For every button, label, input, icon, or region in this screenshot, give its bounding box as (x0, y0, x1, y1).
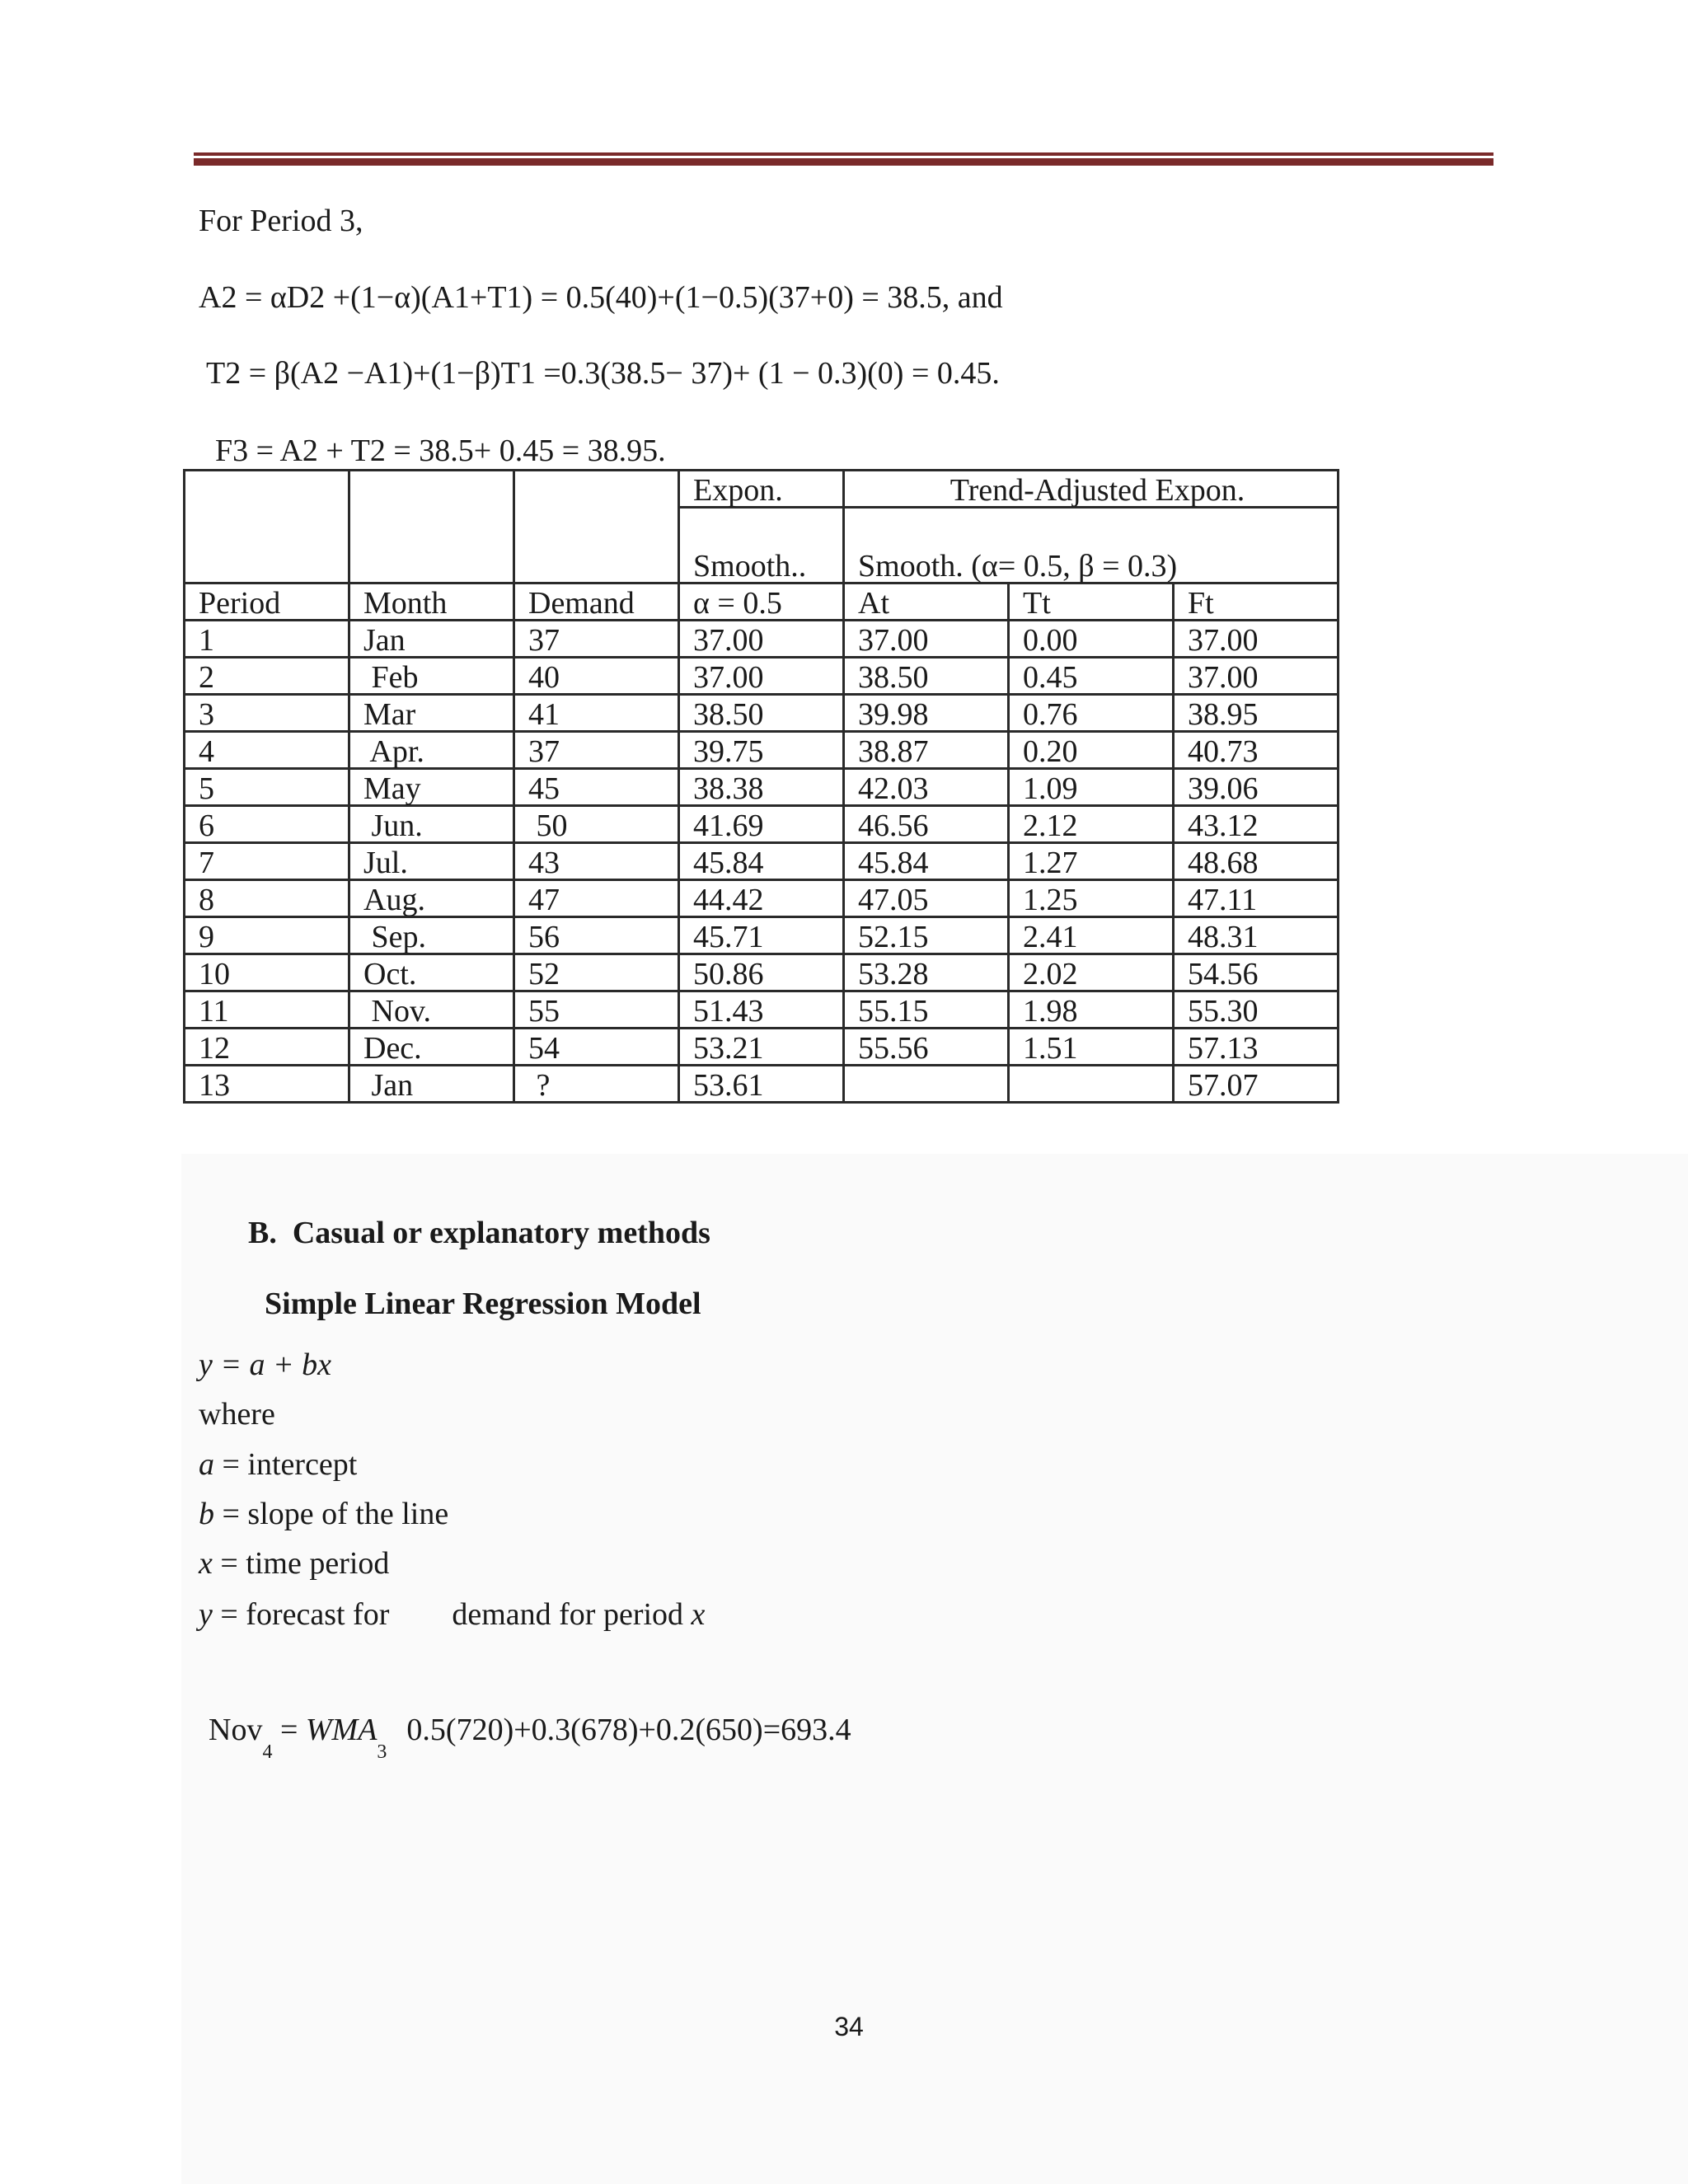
cell-ft: 37.00 (1174, 621, 1339, 658)
cell-period: 11 (185, 991, 349, 1029)
section-b-heading: B. Casual or explanatory methods (248, 1216, 710, 1250)
cell-at: 39.98 (844, 695, 1009, 732)
regression-formula: y = a + bx (199, 1347, 332, 1382)
cell-demand: ? (514, 1066, 679, 1103)
section-b-subheading: Simple Linear Regression Model (265, 1286, 701, 1321)
cell-ft: 57.13 (1174, 1029, 1339, 1066)
cell-ft: 37.00 (1174, 658, 1339, 695)
definition-variable: x (691, 1597, 706, 1632)
definition-time-period (199, 1548, 389, 1579)
column-header-ft: Ft (1174, 583, 1339, 621)
cell-demand: 50 (514, 806, 679, 843)
cell-month: Dec. (349, 1029, 514, 1066)
cell-period: 1 (185, 621, 349, 658)
cell-period: 8 (185, 880, 349, 917)
cell-tt: 0.76 (1009, 695, 1174, 732)
table-row (185, 917, 1339, 954)
table-row (185, 954, 1339, 991)
wma-equals: = (272, 1713, 306, 1747)
table-row (185, 991, 1339, 1029)
cell-at: 52.15 (844, 917, 1009, 954)
cell-tt: 2.41 (1009, 917, 1174, 954)
cell-alpha: 41.69 (679, 806, 844, 843)
cell-at: 47.05 (844, 880, 1009, 917)
cell-at: 42.03 (844, 769, 1009, 806)
cell-period: 13 (185, 1066, 349, 1103)
cell-at (844, 1066, 1009, 1103)
forecast-table (183, 469, 1339, 1104)
cell-at: 38.50 (844, 658, 1009, 695)
cell-alpha: 38.50 (679, 695, 844, 732)
cell-demand: 47 (514, 880, 679, 917)
cell-month: Nov. (349, 991, 514, 1029)
cell-ft: 38.95 (1174, 695, 1339, 732)
cell-month: Jan (349, 621, 514, 658)
cell-alpha: 53.21 (679, 1029, 844, 1066)
cell-ft: 40.73 (1174, 732, 1339, 769)
definition-text: = intercept (214, 1447, 358, 1482)
cell-ft: 48.31 (1174, 917, 1339, 954)
cell-demand: 37 (514, 621, 679, 658)
cell-demand: 41 (514, 695, 679, 732)
definition-text: = time period (212, 1546, 390, 1581)
cell-month: Sep. (349, 917, 514, 954)
cell-alpha: 37.00 (679, 658, 844, 695)
cell-alpha: 44.42 (679, 880, 844, 917)
f3-equation: F3 = A2 + T2 = 38.5+ 0.45 = 38.95. (215, 434, 666, 468)
cell-at: 38.87 (844, 732, 1009, 769)
cell-demand: 54 (514, 1029, 679, 1066)
cell-tt: 2.02 (1009, 954, 1174, 991)
cell-alpha: 50.86 (679, 954, 844, 991)
cell-period: 9 (185, 917, 349, 954)
cell-period: 7 (185, 843, 349, 880)
table-group-header-row (185, 471, 1339, 508)
cell-at: 55.15 (844, 991, 1009, 1029)
table-row (185, 1066, 1339, 1103)
cell-period: 2 (185, 658, 349, 695)
cell-tt: 0.00 (1009, 621, 1174, 658)
table-row (185, 806, 1339, 843)
column-header-alpha: α = 0.5 (679, 583, 844, 621)
cell-alpha: 51.43 (679, 991, 844, 1029)
cell-alpha: 45.71 (679, 917, 844, 954)
cell-demand: 56 (514, 917, 679, 954)
cell-month: Aug. (349, 880, 514, 917)
cell-ft: 57.07 (1174, 1066, 1339, 1103)
cell-period: 3 (185, 695, 349, 732)
cell-month: Apr. (349, 732, 514, 769)
cell-alpha: 45.84 (679, 843, 844, 880)
cell-tt: 0.20 (1009, 732, 1174, 769)
t2-equation: T2 = β(A2 −A1)+(1−β)T1 =0.3(38.5− 37)+ (1 − 0.3)(0) = 0.45. (206, 356, 1000, 391)
header-blank-cell (349, 471, 514, 583)
column-header-period: Period (185, 583, 349, 621)
cell-demand: 55 (514, 991, 679, 1029)
cell-tt: 1.09 (1009, 769, 1174, 806)
cell-at: 37.00 (844, 621, 1009, 658)
definition-symbol: x (199, 1546, 213, 1581)
cell-tt (1009, 1066, 1174, 1103)
definition-intercept (199, 1449, 357, 1480)
cell-tt: 1.27 (1009, 843, 1174, 880)
cell-tt: 1.98 (1009, 991, 1174, 1029)
table-row (185, 880, 1339, 917)
cell-period: 4 (185, 732, 349, 769)
trend-header-line2: Smooth. (α= 0.5, β = 0.3) (844, 508, 1339, 583)
definition-slope (199, 1498, 448, 1530)
wma-expression: 0.5(720)+0.3(678)+0.2(650)=693.4 (406, 1713, 851, 1747)
cell-tt: 1.51 (1009, 1029, 1174, 1066)
cell-period: 10 (185, 954, 349, 991)
cell-month: Jun. (349, 806, 514, 843)
cell-alpha: 53.61 (679, 1066, 844, 1103)
cell-ft: 39.06 (1174, 769, 1339, 806)
page-number: 34 (834, 2012, 864, 2041)
cell-ft: 55.30 (1174, 991, 1339, 1029)
table-column-header-row (185, 583, 1339, 621)
cell-tt: 0.45 (1009, 658, 1174, 695)
cell-at: 45.84 (844, 843, 1009, 880)
trend-header-line1: Trend-Adjusted Expon. (844, 471, 1339, 508)
cell-demand: 40 (514, 658, 679, 695)
header-rule (194, 152, 1493, 167)
table-row (185, 843, 1339, 880)
definition-symbol: b (199, 1497, 214, 1531)
cell-ft: 43.12 (1174, 806, 1339, 843)
cell-tt: 2.12 (1009, 806, 1174, 843)
column-header-at: At (844, 583, 1009, 621)
period-line: For Period 3, (199, 204, 363, 238)
wma-nov-subscript: 4 (262, 1741, 273, 1763)
cell-ft: 47.11 (1174, 880, 1339, 917)
wma-subscript: 3 (377, 1741, 387, 1763)
cell-alpha: 39.75 (679, 732, 844, 769)
cell-ft: 54.56 (1174, 954, 1339, 991)
definition-symbol: a (199, 1447, 214, 1482)
column-header-demand: Demand (514, 583, 679, 621)
table-row (185, 1029, 1339, 1066)
definition-text: = slope of the line (214, 1497, 449, 1531)
cell-demand: 43 (514, 843, 679, 880)
cell-month: Feb (349, 658, 514, 695)
table-row (185, 769, 1339, 806)
wma-equation (209, 1713, 851, 1763)
header-blank-cell (185, 471, 349, 583)
cell-ft: 48.68 (1174, 843, 1339, 880)
table-row (185, 695, 1339, 732)
wma-nov: Nov (209, 1713, 263, 1747)
cell-tt: 1.25 (1009, 880, 1174, 917)
cell-period: 12 (185, 1029, 349, 1066)
cell-demand: 45 (514, 769, 679, 806)
cell-demand: 52 (514, 954, 679, 991)
cell-month: Oct. (349, 954, 514, 991)
table-row (185, 732, 1339, 769)
header-blank-cell (514, 471, 679, 583)
table-row (185, 658, 1339, 695)
cell-at: 55.56 (844, 1029, 1009, 1066)
a2-equation: A2 = αD2 +(1−α)(A1+T1) = 0.5(40)+(1−0.5)(37+0) = 38.5, and (199, 280, 1003, 315)
where-label: where (199, 1397, 275, 1432)
table-row (185, 621, 1339, 658)
wma-label: WMA (305, 1713, 377, 1747)
cell-month: Jul. (349, 843, 514, 880)
cell-month: May (349, 769, 514, 806)
definition-forecast (199, 1599, 705, 1630)
expon-header-line1: Expon. (679, 471, 844, 508)
cell-period: 5 (185, 769, 349, 806)
cell-month: Mar (349, 695, 514, 732)
cell-demand: 37 (514, 732, 679, 769)
cell-at: 53.28 (844, 954, 1009, 991)
cell-alpha: 37.00 (679, 621, 844, 658)
column-header-month: Month (349, 583, 514, 621)
cell-alpha: 38.38 (679, 769, 844, 806)
cell-period: 6 (185, 806, 349, 843)
cell-month: Jan (349, 1066, 514, 1103)
column-header-tt: Tt (1009, 583, 1174, 621)
definition-symbol: y (199, 1597, 213, 1632)
expon-header-line2: Smooth.. (679, 508, 844, 583)
cell-at: 46.56 (844, 806, 1009, 843)
definition-text: = forecast for demand for period (212, 1597, 692, 1632)
